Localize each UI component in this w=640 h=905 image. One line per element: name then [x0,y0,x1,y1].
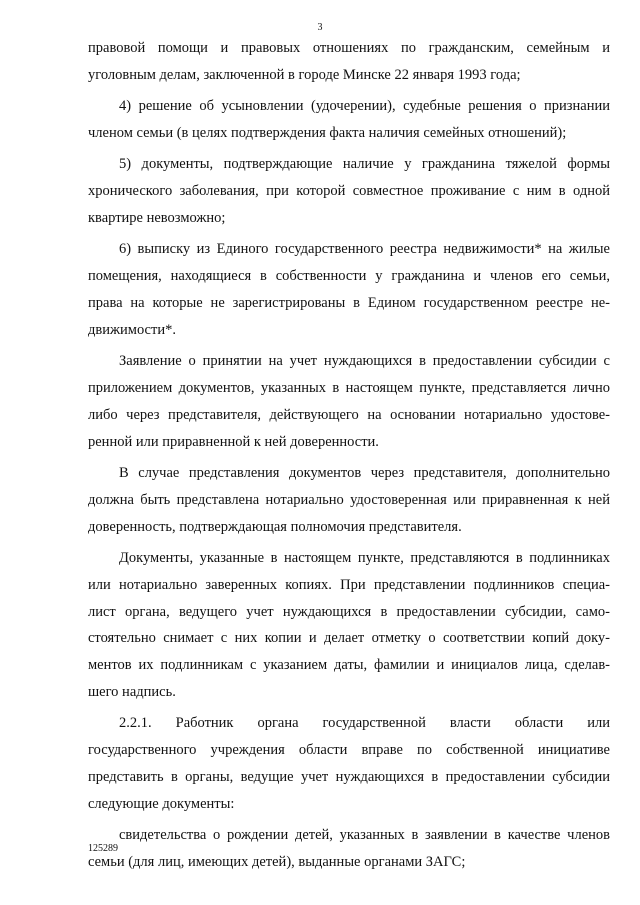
text-line: следующие документы: [88,795,235,812]
paragraph-application [88,348,610,455]
text-line: движимости*. [88,321,176,338]
page-number: 3 [317,22,323,33]
text-line: хронического заболевания, при которой совместное проживание с ним в одной [88,183,610,200]
text-line: Заявление о принятии на учет нуждающихся в предоставлении субсидии с [119,353,610,370]
text-line: права на которые не зарегистрированы в Едином государственном реестре не- [88,294,610,311]
document-body [88,35,610,876]
text-line: семьи (для лиц, имеющих детей), выданные органами ЗАГС; [88,853,466,870]
text-line: ментов их подлинникам с указанием даты, фамилии и инициалов лица, сделав- [88,657,610,674]
text-line: приложением документов, указанных в настоящем пункте, представляется лично [88,379,610,396]
paragraph-item-6 [88,236,610,343]
document-code: 125289 [88,843,118,854]
text-line: членом семьи (в целях подтверждения факта наличия семейных отношений); [88,124,567,141]
paragraph-item-4 [88,93,610,147]
text-line: 4) решение об усыновлении (удочерении), судебные решения о признании [119,98,610,115]
paragraph-2-2-1 [88,710,610,817]
text-line: В случае представления документов через представителя, дополнительно [119,464,610,481]
paragraph-treaty-continuation [88,35,610,89]
text-line: помещения, находящиеся в собственности у гражданина и членов его семьи, [88,268,610,285]
paragraph-representative [88,460,610,540]
text-line: государственного учреждения области вправе по собственной инициативе [88,742,610,759]
text-line: должна быть представлена нотариально удостоверенная или приравненная к ней [88,491,610,508]
text-line: либо через представителя, действующего на основании нотариально удостове- [88,406,610,423]
text-line: правовой помощи и правовых отношениях по гражданским, семейным и [88,40,610,56]
text-line: стоятельно снимает с них копии и делает отметку о соответствии копий доку- [88,630,610,647]
text-line: уголовным делам, заключенной в городе Минске 22 января 1993 года; [88,66,521,83]
text-line: шего надпись. [88,683,176,700]
text-line: квартире невозможно; [88,209,226,226]
text-line: свидетельства о рождении детей, указанных в заявлении в качестве членов [119,827,610,844]
text-line: лист органа, ведущего учет нуждающихся в предоставлении субсидии, само- [88,603,610,620]
paragraph-birth-certificates [88,822,610,876]
paragraph-originals [88,545,610,706]
paragraph-item-5 [88,151,610,231]
text-line: 6) выписку из Единого государственного реестра недвижимости* на жилые [119,241,610,258]
text-line: или нотариально заверенных копиях. При представлении подлинников специа- [88,576,610,593]
text-line: доверенность, подтверждающая полномочия представителя. [88,518,462,535]
text-line: 5) документы, подтверждающие наличие у гражданина тяжелой формы [119,156,610,173]
text-line: ренной или приравненной к ней доверенности. [88,433,379,450]
text-line: Документы, указанные в настоящем пункте, представляются в подлинниках [119,549,610,566]
text-line: 2.2.1. Работник органа государственной власти области или [119,715,610,732]
text-line: представить в органы, ведущие учет нуждающихся в предоставлении субсидии [88,768,610,785]
